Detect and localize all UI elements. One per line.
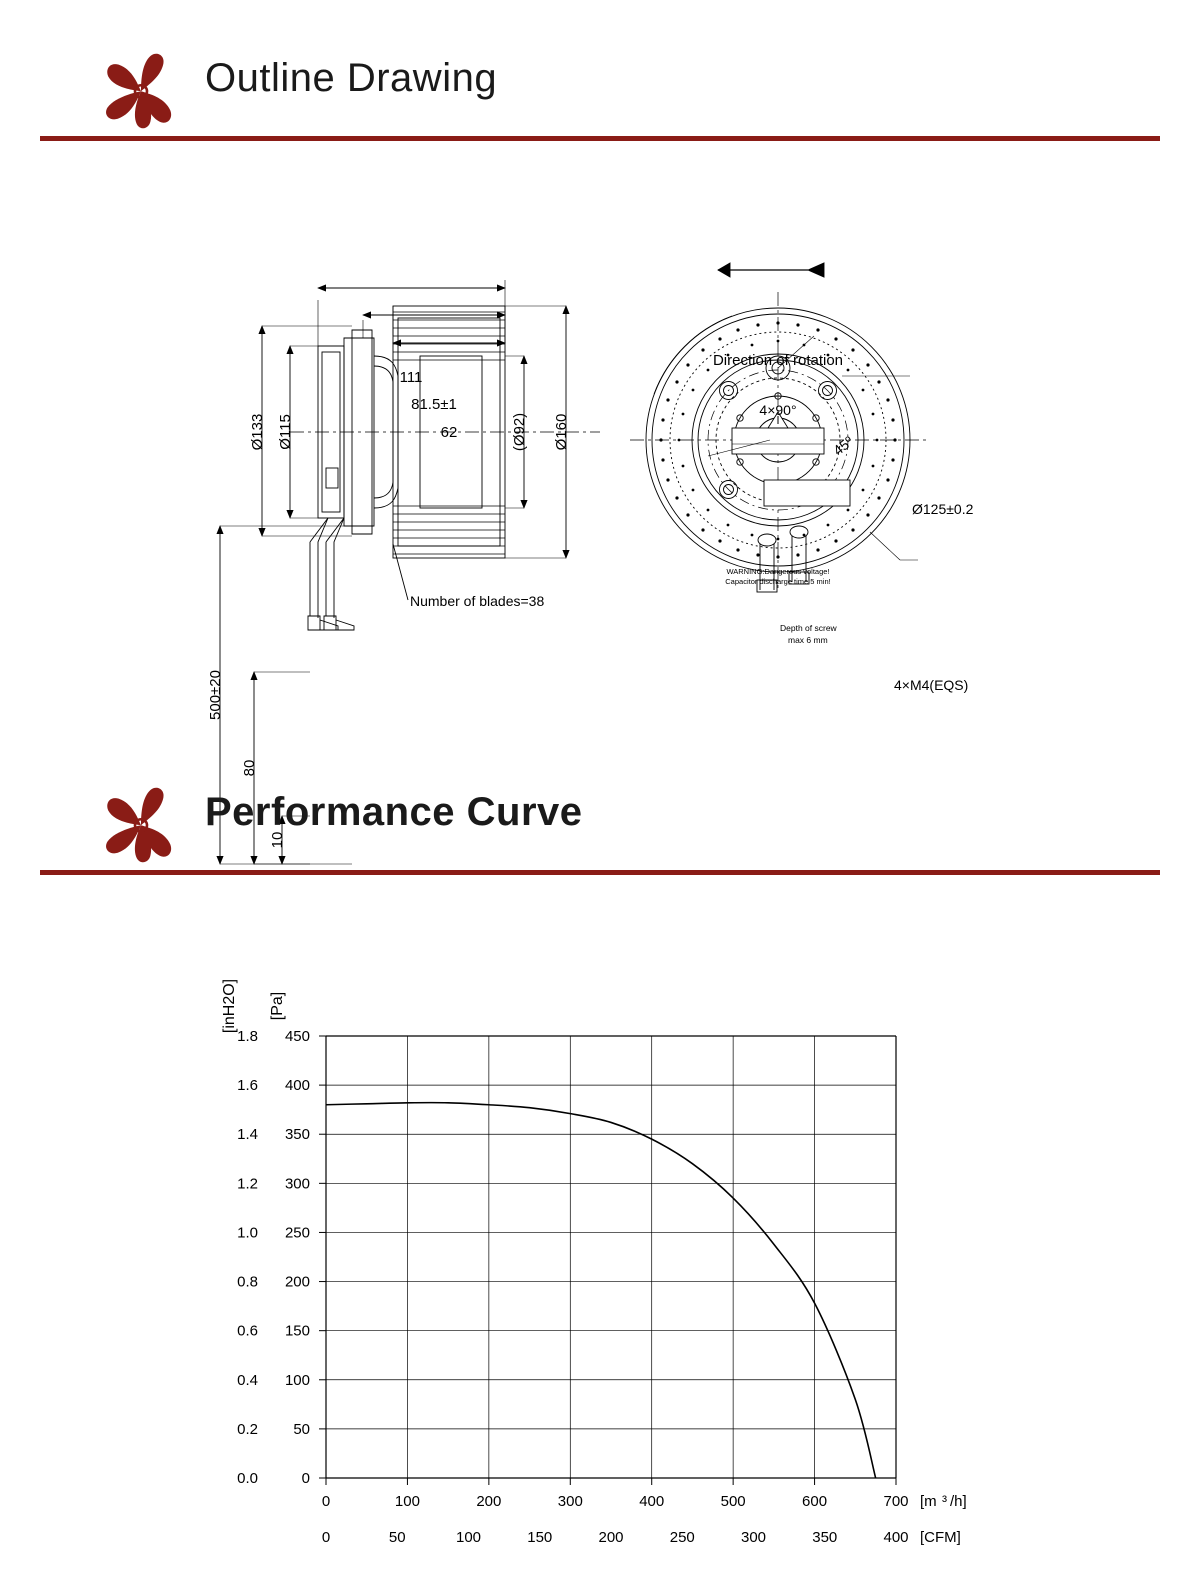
y-tick-left: 0.2 [237, 1420, 258, 1438]
depth-of-screw-line2: max 6 mm [788, 635, 828, 645]
x-axis-label-m3h: [m [920, 1493, 937, 1510]
performance-curve-line [326, 1103, 876, 1478]
y-axis-label-pa: [Pa] [269, 991, 286, 1021]
y-axis-label-inh2o: [inH2O] [221, 978, 238, 1034]
dim-overall-length: 111 [399, 369, 423, 386]
warning-text-line1: WARNING:Dangerous voltage! [726, 567, 830, 576]
depth-of-screw-line1: Depth of screw [780, 623, 837, 633]
y-tick-left: 0.6 [237, 1322, 258, 1340]
label-mounting-screws: 4×M4(EQS) [894, 677, 969, 693]
y-tick-right: 350 [284, 1126, 310, 1144]
x-tick-m3h: 400 [639, 1493, 665, 1510]
x-tick-m3h: 100 [394, 1493, 420, 1510]
x-tick-cfm: 300 [740, 1529, 767, 1546]
y-tick-right: 400 [284, 1077, 310, 1095]
dim-impeller: Ø160 [553, 413, 570, 451]
page-title-performance: Performance Curve [205, 790, 583, 834]
warning-text-line2: Capacitor discharge time 5 min! [725, 577, 831, 586]
y-tick-right: 450 [284, 1028, 310, 1045]
dim-inner-flange: Ø115 [277, 414, 294, 450]
fan-blades-icon [98, 784, 184, 870]
header-rule [40, 870, 1160, 875]
y-tick-right: 150 [284, 1322, 310, 1340]
dim-bolt-circle: Ø125±0.2 [912, 501, 974, 517]
x-tick-m3h: 500 [720, 1493, 746, 1510]
y-tick-right: 250 [284, 1224, 310, 1242]
y-tick-right: 100 [284, 1371, 310, 1389]
x-tick-cfm: 250 [669, 1529, 695, 1546]
x-tick-cfm: 200 [598, 1529, 624, 1546]
x-tick-cfm: 50 [388, 1529, 406, 1546]
x-tick-m3h: 600 [802, 1493, 828, 1510]
x-tick-cfm: 100 [455, 1529, 482, 1546]
dim-cable-strip-80: 80 [241, 759, 258, 777]
y-tick-left: 0.0 [237, 1470, 258, 1487]
dim-cable-length: 500±20 [207, 670, 224, 720]
y-tick-left: 1.0 [237, 1224, 258, 1242]
x-axis-label-cfm: [CFM] [920, 1529, 961, 1546]
x-axis-label-m3h-sup: ³ [942, 1493, 947, 1510]
x-tick-cfm: 150 [527, 1529, 553, 1546]
section-header-outline [40, 28, 1160, 148]
label-holes-angle: 4×90° [759, 402, 797, 418]
y-tick-left: 1.6 [237, 1077, 258, 1095]
label-offset-angle: 45º [829, 433, 857, 459]
fan-blades-icon [98, 50, 184, 136]
dim-housing-length: 81.5±1 [411, 396, 457, 413]
x-tick-cfm: 0 [321, 1529, 331, 1546]
y-tick-right: 300 [284, 1175, 310, 1193]
page-title-outline: Outline Drawing [205, 56, 498, 100]
performance-chart [0, 900, 1200, 1580]
y-tick-right: 50 [293, 1420, 310, 1438]
x-tick-m3h: 0 [321, 1493, 331, 1510]
section-header-performance [40, 759, 1160, 882]
x-tick-cfm: 350 [812, 1529, 838, 1546]
y-tick-left: 0.4 [237, 1371, 258, 1389]
x-tick-m3h: 300 [557, 1493, 583, 1510]
x-tick-cfm: 400 [883, 1529, 909, 1546]
y-tick-right: 0 [301, 1470, 310, 1487]
x-axis-label-m3h-rest: /h] [950, 1493, 967, 1510]
x-tick-m3h: 200 [476, 1493, 502, 1510]
y-tick-left: 1.8 [237, 1028, 258, 1045]
note-number-of-blades: Number of blades=38 [410, 593, 545, 609]
dim-cable-strip-10: 10 [269, 831, 286, 849]
y-tick-right: 200 [284, 1273, 310, 1291]
y-tick-left: 1.2 [237, 1175, 258, 1193]
dim-outer-flange: Ø133 [249, 413, 266, 451]
header-rule [40, 136, 1160, 141]
x-tick-m3h: 700 [883, 1493, 909, 1510]
y-tick-left: 0.8 [237, 1273, 258, 1291]
dim-blade-length: 62 [440, 424, 458, 441]
label-direction-of-rotation: Direction of rotation [712, 352, 844, 369]
dim-hub: (Ø92) [511, 412, 528, 452]
y-tick-left: 1.4 [237, 1126, 258, 1144]
